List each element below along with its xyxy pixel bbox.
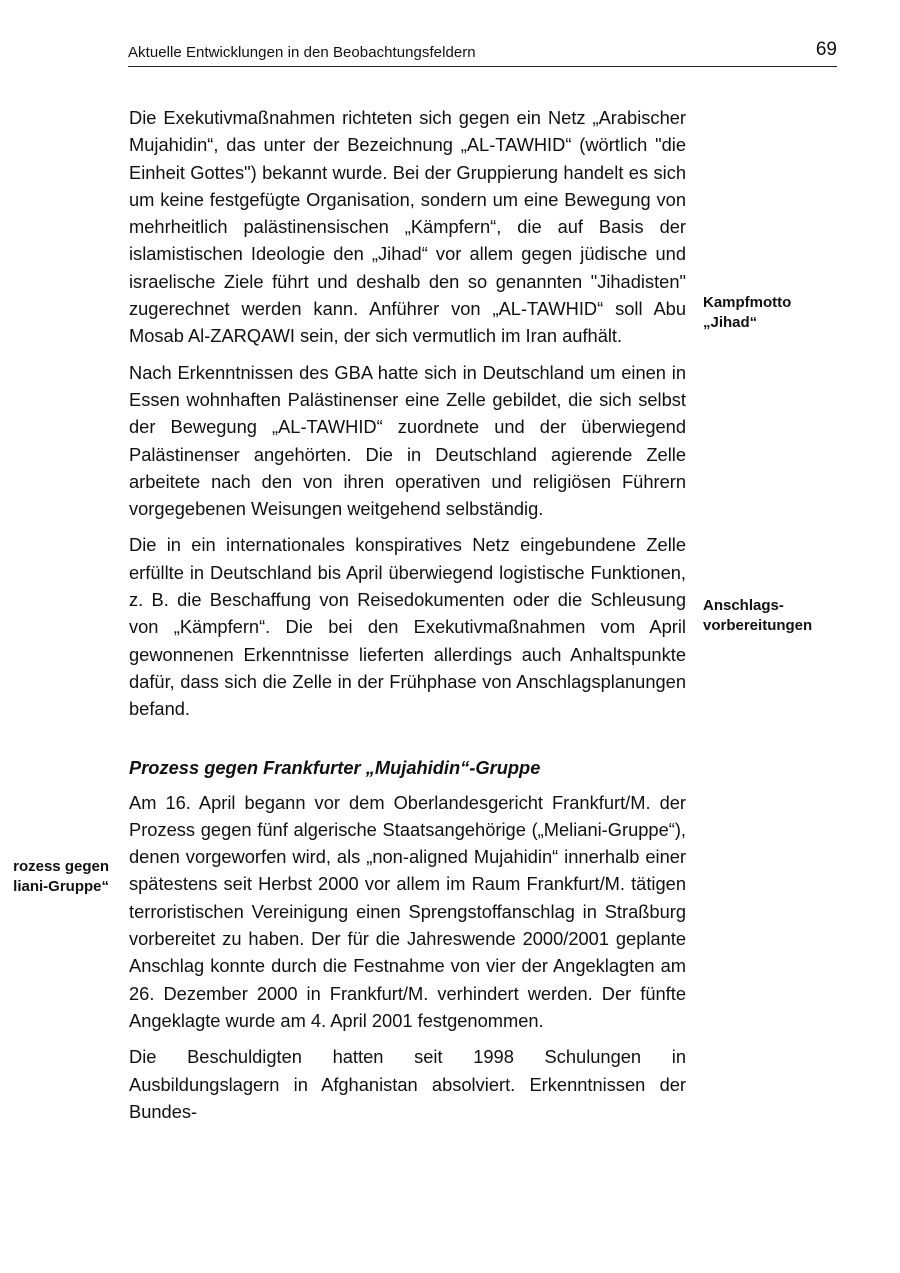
page-number: 69 — [815, 39, 837, 60]
paragraph-essen-cell: Nach Erkenntnissen des GBA hatte sich in Deutschland um einen in Essen wohnhaften Palästinenser eine Zelle gebildet, die sich selbst der Bewegung „AL-TAWHID“ zuordnete und der überwiegend Palästinenser angehörten. Die in Deutschland agierende Zelle arbeitete nach den von ihren operativen und religiösen Führern vorgegebenen Weisungen weitgehend selbständig. — [129, 361, 686, 520]
margin-note-anschlagsvorbereitungen: Anschlags- vorbereitungen — [703, 597, 813, 634]
margin-note-meliani-trial: rozess gegen liani-Gruppe“ — [13, 858, 109, 895]
main-text-column — [129, 104, 686, 1134]
page-header — [128, 40, 837, 67]
paragraph-training-camps: Die Beschuldigten hatten seit 1998 Schulungen in Ausbildungslagern in Afghanistan absolviert. Erkenntnissen der Bundes- — [129, 1046, 686, 1122]
section-heading: Prozess gegen Frankfurter „Mujahidin“-Gruppe — [129, 756, 541, 778]
running-header-title: Aktuelle Entwicklungen in den Beobachtungsfeldern — [128, 44, 476, 61]
paragraph-frankfurt-trial: Am 16. April begann vor dem Oberlandesgericht Frankfurt/M. der Prozess gegen fünf algerische Staatsangehörige („Meliani-Gruppe“), denen vorgeworfen wird, als „non-aligned Mujahidin“ innerhalb einer spätestens seit Herbst 2000 vor allem im Raum Frankfurt/M. tätigen terroristischen Vereinigung einen Sprengstoffanschlag in Straßburg vorbereitet zu haben. Der für die Jahreswende 2000/2001 geplante Anschlag konnte durch die Festnahme von vier der Angeklagten am 26. Dezember 2000 in Frankfurt/M. verhindert werden. Der fünfte Angeklagte wurde am 4. April 2001 festgenommen. — [129, 791, 686, 1031]
paragraph-tawhid-network: Die Exekutivmaßnahmen richteten sich gegen ein Netz „Arabischer Mujahidin“, das unter der Bezeichnung „AL-TAWHID“ (wörtlich "die Einheit Gottes") bekannt wurde. Bei der Gruppierung handelt es sich um keine festgefügte Organisation, sondern um eine Bewegung von mehrheitlich palästinensischen „Kämpfern“, die auf Basis der islamistischen Ideologie den „Jihad“ vor allem gegen jüdische und israelische Ziele führt und deshalb den so genannten "Jihadisten" zugerechnet werden kann. Anführer von „AL-TAWHID“ soll Abu Mosab Al-ZARQAWI sein, der sich vermutlich im Iran aufhält. — [129, 107, 686, 347]
paragraph-logistics: Die in ein internationales konspiratives Netz eingebundene Zelle erfüllte in Deutschland bis April überwiegend logistische Funktionen, z. B. die Beschaffung von Reisedokumenten oder die Schleusung von „Kämpfern“. Die bei den Exekutivmaßnahmen vom April gewonnenen Erkenntnisse lieferten allerdings auch Anhaltspunkte dafür, dass sich die Zelle in der Frühphase von Anschlagsplanungen befand. — [129, 534, 686, 720]
margin-note-kampfmotto: Kampfmotto „Jihad“ — [703, 294, 792, 331]
